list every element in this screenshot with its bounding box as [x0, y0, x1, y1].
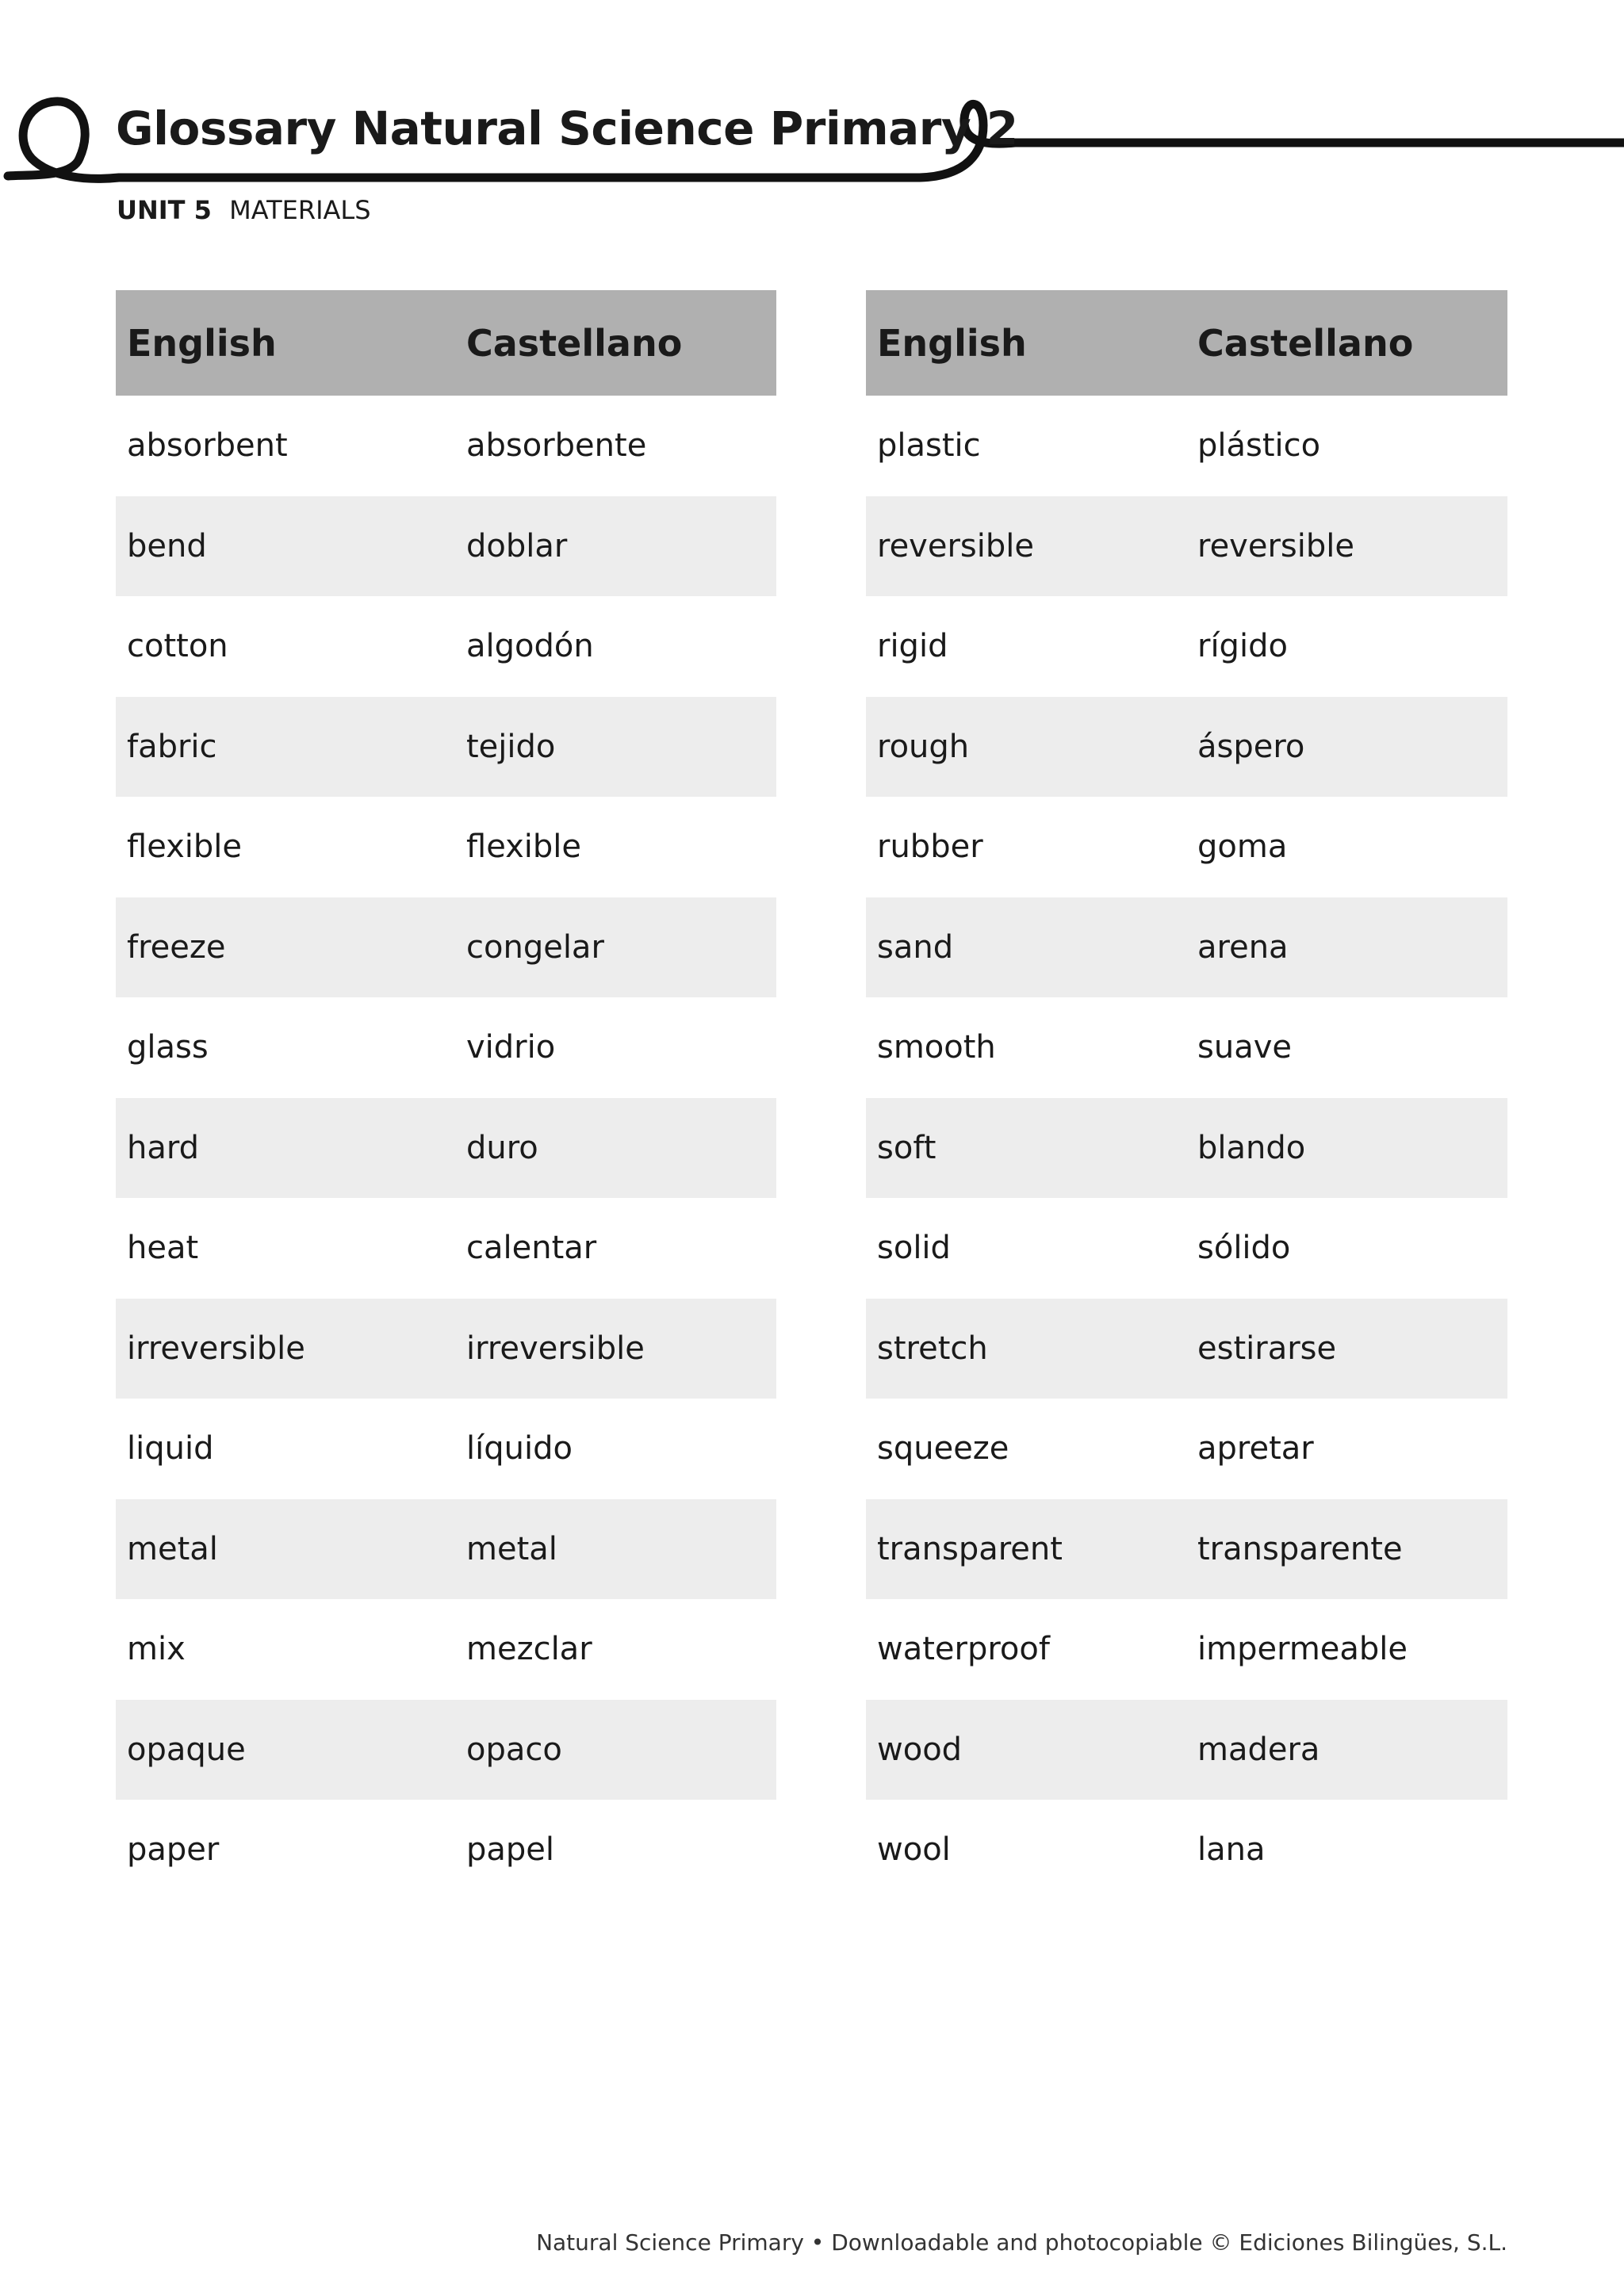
english-term: waterproof [877, 1631, 1050, 1668]
castellano-term: reversible [1186, 496, 1507, 597]
castellano-term: sólido [1197, 1230, 1291, 1267]
glossary-table-left [116, 290, 776, 1900]
english-term: rubber [877, 828, 983, 866]
english-term: irreversible [116, 1299, 455, 1399]
castellano-term: opaco [455, 1700, 776, 1800]
castellano-term: madera [1186, 1700, 1507, 1800]
english-term: liquid [127, 1430, 214, 1468]
english-term: glass [127, 1029, 209, 1066]
unit-subtitle [117, 195, 371, 225]
table-row [116, 1499, 776, 1600]
table-row [116, 1399, 776, 1499]
english-term: flexible [127, 828, 242, 866]
english-term: heat [127, 1230, 199, 1267]
unit-name: MATERIALS [229, 195, 371, 225]
page-footer: Natural Science Primary • Downloadable and photocopiable © Ediciones Bilingües, S.L. [536, 2229, 1507, 2256]
castellano-term: algodón [466, 628, 594, 665]
english-term: rigid [877, 628, 948, 665]
table-row [866, 997, 1507, 1098]
english-term: mix [127, 1631, 186, 1668]
castellano-term: duro [455, 1098, 776, 1199]
table-row [116, 596, 776, 697]
castellano-term: suave [1197, 1029, 1292, 1066]
english-term: rough [866, 697, 1186, 798]
castellano-term: plástico [1197, 427, 1321, 465]
castellano-term: metal [455, 1499, 776, 1600]
table-row [866, 1399, 1507, 1499]
castellano-term: papel [466, 1831, 555, 1869]
table-row [116, 1299, 776, 1399]
english-term: hard [116, 1098, 455, 1199]
english-term: wool [877, 1831, 951, 1869]
english-term: bend [116, 496, 455, 597]
castellano-term: flexible [466, 828, 581, 866]
english-term: stretch [866, 1299, 1186, 1399]
english-term: absorbent [127, 427, 288, 465]
column-header-english: English [866, 290, 1186, 396]
castellano-term: arena [1186, 897, 1507, 998]
english-term: metal [116, 1499, 455, 1600]
castellano-term: apretar [1197, 1430, 1314, 1468]
castellano-term: líquido [466, 1430, 573, 1468]
table-row [116, 396, 776, 496]
castellano-term: rígido [1197, 628, 1288, 665]
table-row [116, 496, 776, 597]
table-row [116, 997, 776, 1098]
castellano-term: transparente [1186, 1499, 1507, 1600]
castellano-term: goma [1197, 828, 1288, 866]
english-term: reversible [866, 496, 1186, 597]
english-term: opaque [116, 1700, 455, 1800]
english-term: cotton [127, 628, 228, 665]
table-row [116, 1700, 776, 1800]
castellano-term: estirarse [1186, 1299, 1507, 1399]
table-row [866, 897, 1507, 998]
english-term: sand [866, 897, 1186, 998]
table-row [866, 1700, 1507, 1800]
castellano-term: congelar [455, 897, 776, 998]
table-row [866, 1599, 1507, 1700]
castellano-term: tejido [455, 697, 776, 798]
english-term: paper [127, 1831, 220, 1869]
castellano-term: impermeable [1197, 1631, 1408, 1668]
english-term: smooth [877, 1029, 996, 1066]
table-row [866, 1198, 1507, 1299]
glossary-table-right [866, 290, 1507, 1900]
english-term: solid [877, 1230, 951, 1267]
english-term: plastic [877, 427, 981, 465]
castellano-term: calentar [466, 1230, 597, 1267]
english-term: wood [866, 1700, 1186, 1800]
english-term: fabric [116, 697, 455, 798]
english-term: squeeze [877, 1430, 1009, 1468]
table-row [866, 1098, 1507, 1199]
table-row [116, 1599, 776, 1700]
table-header-row [116, 290, 776, 396]
table-row [116, 797, 776, 897]
table-row [866, 797, 1507, 897]
castellano-term: irreversible [455, 1299, 776, 1399]
castellano-term: absorbente [466, 427, 647, 465]
english-term: transparent [866, 1499, 1186, 1600]
table-row [866, 1299, 1507, 1399]
table-header-row [866, 290, 1507, 396]
castellano-term: blando [1186, 1098, 1507, 1199]
table-row [116, 1098, 776, 1199]
table-row [116, 1198, 776, 1299]
table-row [866, 496, 1507, 597]
table-row [866, 596, 1507, 697]
column-header-castellano: Castellano [1186, 290, 1507, 396]
page-title: Glossary Natural Science Primary 2 [116, 101, 1018, 155]
table-row [866, 1499, 1507, 1600]
castellano-term: áspero [1186, 697, 1507, 798]
table-row [866, 1800, 1507, 1900]
column-header-castellano: Castellano [455, 290, 776, 396]
table-row [866, 697, 1507, 798]
castellano-term: lana [1197, 1831, 1266, 1869]
unit-number: UNIT 5 [117, 195, 212, 225]
table-row [866, 396, 1507, 496]
table-row [116, 697, 776, 798]
table-row [116, 897, 776, 998]
castellano-term: doblar [455, 496, 776, 597]
column-header-english: English [116, 290, 455, 396]
table-row [116, 1800, 776, 1900]
english-term: soft [866, 1098, 1186, 1199]
castellano-term: mezclar [466, 1631, 592, 1668]
castellano-term: vidrio [466, 1029, 556, 1066]
english-term: freeze [116, 897, 455, 998]
